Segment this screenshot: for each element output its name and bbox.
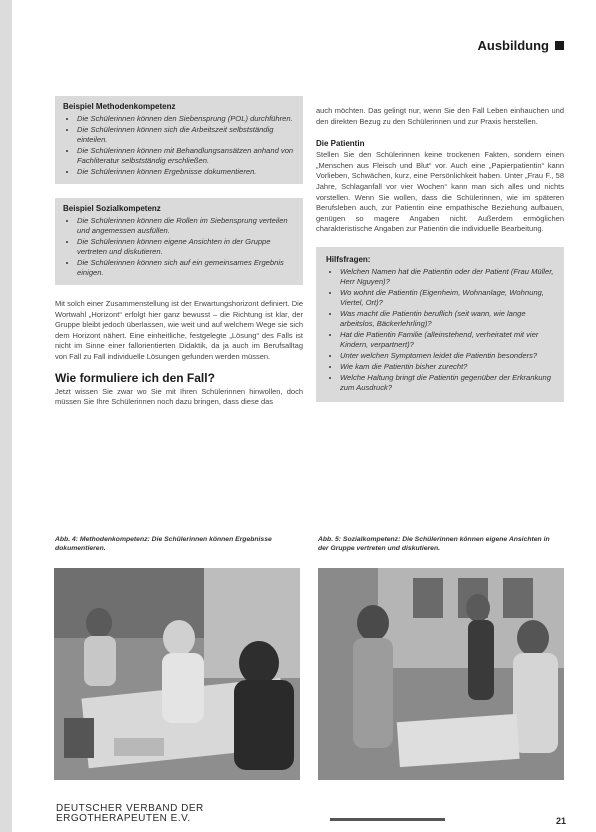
list-item: • Hat die Patientin Familie (alleinstehend, verheiratet mit vier Kindern, verpartnert)? [340,330,554,350]
box-hilfsfragen [316,247,564,402]
bullet-list [63,114,295,177]
list-item: • Die Schülerinnen können eigene Ansichten in der Gruppe vertreten und diskutieren. [77,237,295,257]
photo-methodenkompetenz [54,568,300,780]
body-paragraph: Mit solch einer Zusammenstellung ist der Erwartungshorizont definiert. Die Wortwahl „Horizont“ erfolgt hier ganz bewusst – die Richtung ist klar, der Gruppe bleibt jedoch überlassen, wie weit und auf welchem Wege sie sich dem Horizont nähert. Eine einheitliche, festgelegte „Lösung“ des Falls ist nicht im Sinne einer fallorientierten Didaktik, da ja auch im Berufsalltag von Fall zu Fall individuelle Lösungen gefunden werden müssen. [55,299,303,361]
list-item: • Welche Haltung bringt die Patientin gegenüber der Erkrankung zum Ausdruck? [340,373,554,393]
body-paragraph: Stellen Sie den Schülerinnen keine trockenen Fakten, sondern einen „Menschen aus Fleisch und Blut“ vor. Auch eine „Papierpatientin“ kann Vorlieben, Schwächen, kurz, eine Persönlichkeit haben. Unter „Frau F., 58 Jahre, Schlaganfall vor vier Wochen“ kann man sich alles und nichts vorstellen. Wenn Sie wollen, dass die Schülerinnen, wie im späteren Berufsleben auch, zur Patientin eine empathische Beziehung aufbauen, genügen so magere Angaben nicht. Außerdem ermöglichen charakteristische Angaben zur Patientin die individuelle Bearbeitung. [316,150,564,234]
list-item: • Die Schülerinnen können den Siebensprung (POL) durchführen. [77,114,295,124]
list-item: • Was macht die Patientin beruflich (seit wann, wie lange arbeitslos, Bäckerlehrling)? [340,309,554,329]
footer-rule [330,818,445,821]
footer-publisher [56,804,204,824]
list-item: • Wie kam die Patientin bisher zurecht? [340,362,554,372]
footer-line: DEUTSCHER VERBAND DER [56,803,204,814]
footer-line: ERGOTHERAPEUTEN E.V. [56,813,191,824]
left-column [55,96,303,414]
figure-caption-5: Abb. 5: Sozialkompetenz: Die Schülerinnen können eigene Ansichten in der Gruppe vertreten und diskutieren. [318,536,550,552]
list-item: • Unter welchen Symptomen leidet die Patientin besonders? [340,351,554,361]
bullet-list [326,267,554,393]
right-column [316,96,564,410]
section-title: Ausbildung [477,38,549,53]
box-methodenkompetenz [55,96,303,184]
body-paragraph: auch möchten. Das gelingt nur, wenn Sie den Fall Leben einhauchen und den direkten Bezug zu den Schülerinnen und zur Praxis herstellen. [316,106,564,126]
square-marker-icon [555,41,564,50]
box-sozialkompetenz [55,198,303,285]
list-item: • Die Schülerinnen können mit Behandlungsansätzen anhand von Fachliteratur selbstständig erschließen. [77,146,295,166]
box-heading: Hilfsfragen: [326,254,371,264]
list-item: • Welchen Namen hat die Patientin oder der Patient (Frau Müller, Herr Nguyen)? [340,267,554,287]
photo-sozialkompetenz [318,568,564,780]
section-header [478,38,565,53]
list-item: • Die Schülerinnen können sich die Arbeitszeit selbstständig einteilen. [77,125,295,145]
list-item: • Die Schülerinnen können Ergebnisse dokumentieren. [77,167,295,177]
list-item: • Die Schülerinnen können sich auf ein gemeinsames Ergebnis einigen. [77,258,295,278]
page-edge [0,0,12,832]
box-heading: Beispiel Methodenkompetenz [63,102,176,111]
body-paragraph: Jetzt wissen Sie zwar wo Sie mit Ihren Schülerinnen hinwollen, doch müssen Sie Ihre Schülerinnen noch dazu bringen, dass diese das [55,386,303,407]
list-item: • Die Schülerinnen können die Rollen im Siebensprung verteilen und angemessen ausfüllen. [77,216,295,236]
page-number: 21 [555,816,566,826]
list-item: • Wo wohnt die Patientin (Eigenheim, Wohnanlage, Wohnung, Viertel, Ort)? [340,288,554,308]
bullet-list [63,216,295,278]
box-heading: Beispiel Sozialkompetenz [63,204,161,213]
figure-caption-4: Abb. 4: Methodenkompetenz: Die Schülerinnen können Ergebnisse dokumentieren. [55,536,272,552]
section-subheading: Die Patientin [316,139,365,149]
section-heading: Wie formuliere ich den Fall? [55,370,215,385]
